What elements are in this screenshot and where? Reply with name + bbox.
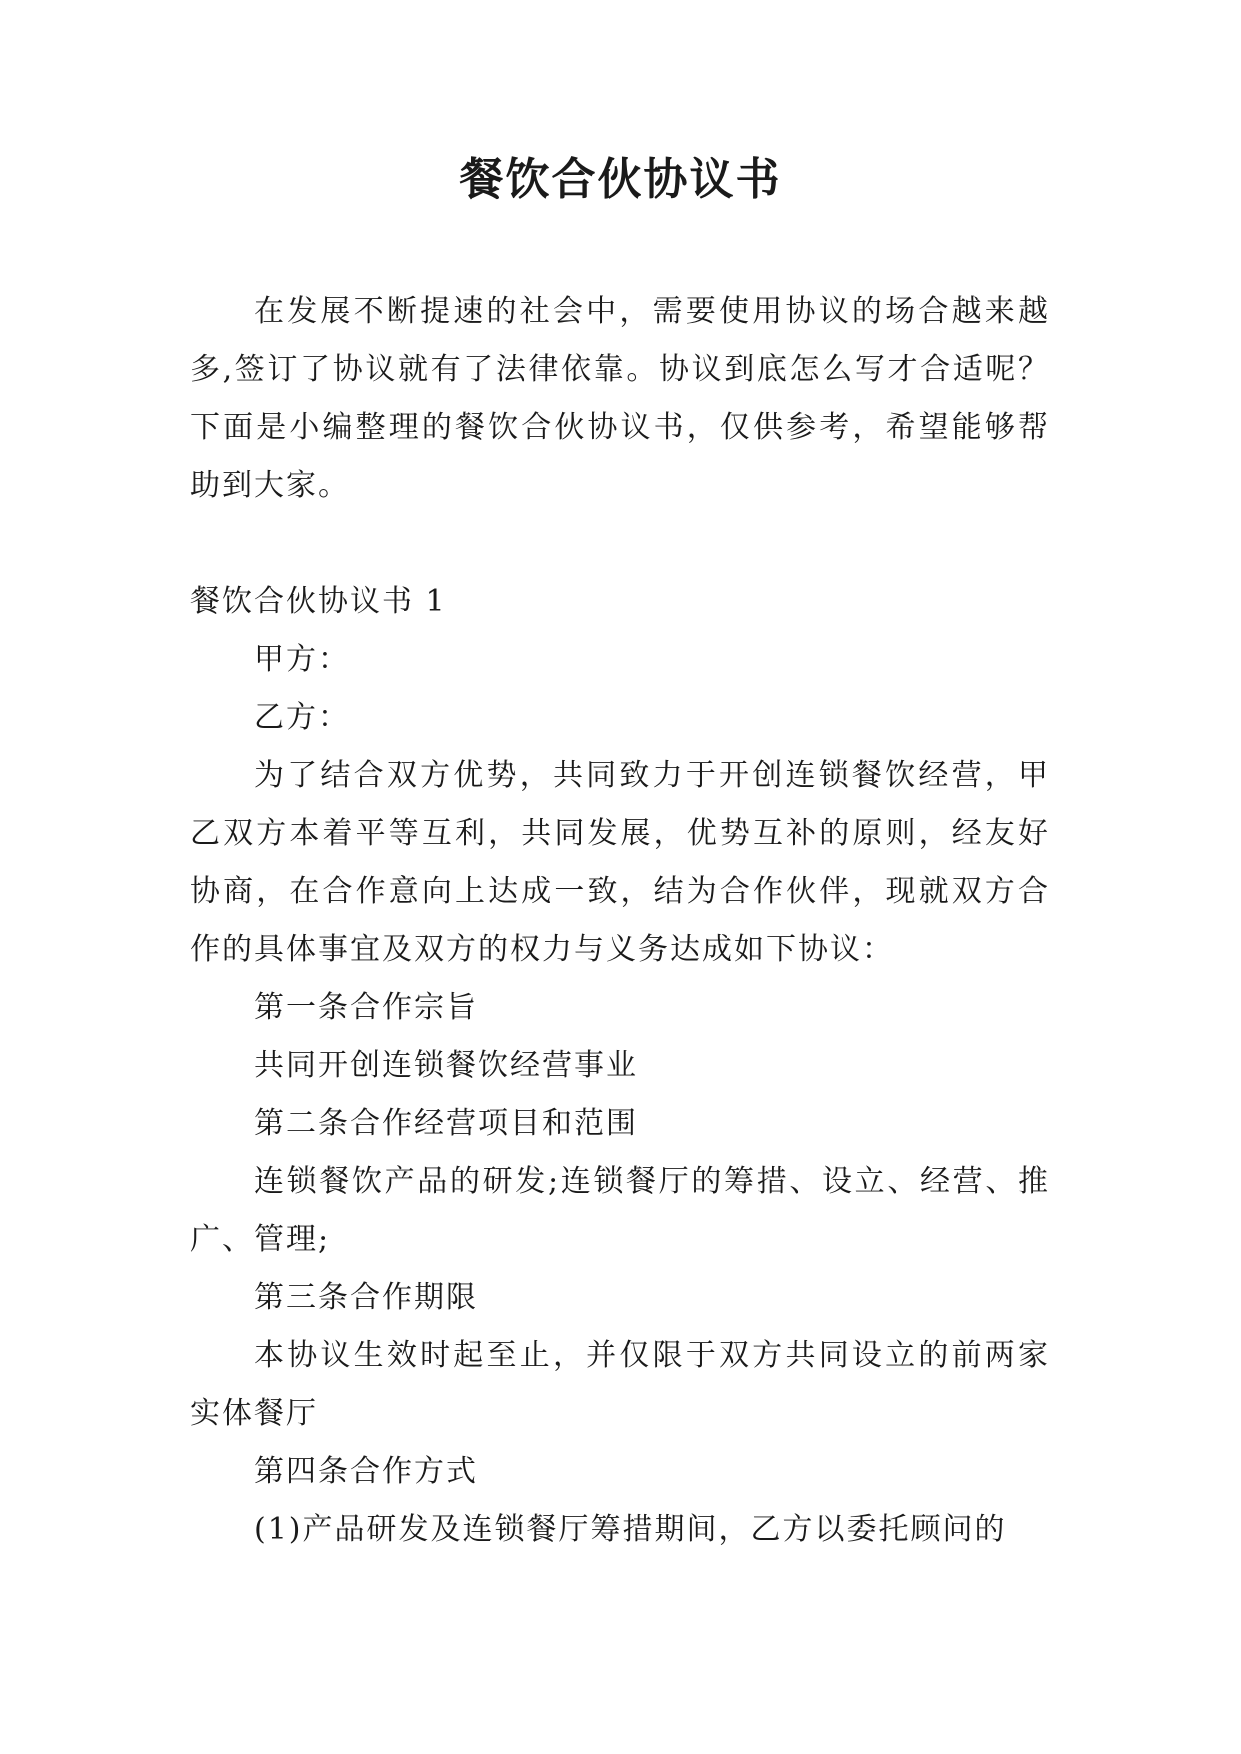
article-4-text: (1)产品研发及连锁餐厅筹措期间，乙方以委托顾问的 <box>254 1512 1007 1547</box>
document-title: 餐饮合伙协议书 <box>459 154 782 205</box>
article-2-heading: 第二条合作经营项目和范围 <box>254 1106 638 1141</box>
article-3-heading: 第三条合作期限 <box>254 1280 478 1315</box>
intro-paragraph: 在发展不断提速的社会中，需要使用协议的场合越来越多,签订了协议就有了法律依靠。协议到底怎么写才合适呢？下面是小编整理的餐饮合伙协议书，仅供参考，希望能够帮助到大家。 <box>190 294 1050 503</box>
party-a-line: 甲方： <box>254 642 350 677</box>
article-2-text: 连锁餐饮产品的研发;连锁餐厅的筹措、设立、经营、推广、管理; <box>190 1164 1050 1257</box>
article-3-text: 本协议生效时起至止，并仅限于双方共同设立的前两家实体餐厅 <box>190 1338 1050 1431</box>
article-4-heading: 第四条合作方式 <box>254 1454 478 1489</box>
party-b-line: 乙方： <box>254 700 350 735</box>
document-body <box>190 283 1050 1559</box>
section-title: 餐饮合伙协议书 1 <box>190 584 447 619</box>
article-1-heading: 第一条合作宗旨 <box>254 990 478 1025</box>
preamble-paragraph: 为了结合双方优势，共同致力于开创连锁餐饮经营，甲乙双方本着平等互利，共同发展，优势互补的原则，经友好协商，在合作意向上达成一致，结为合作伙伴，现就双方合作的具体事宜及双方的权力与义务达成如下协议： <box>190 758 1050 967</box>
article-1-text: 共同开创连锁餐饮经营事业 <box>254 1048 638 1083</box>
